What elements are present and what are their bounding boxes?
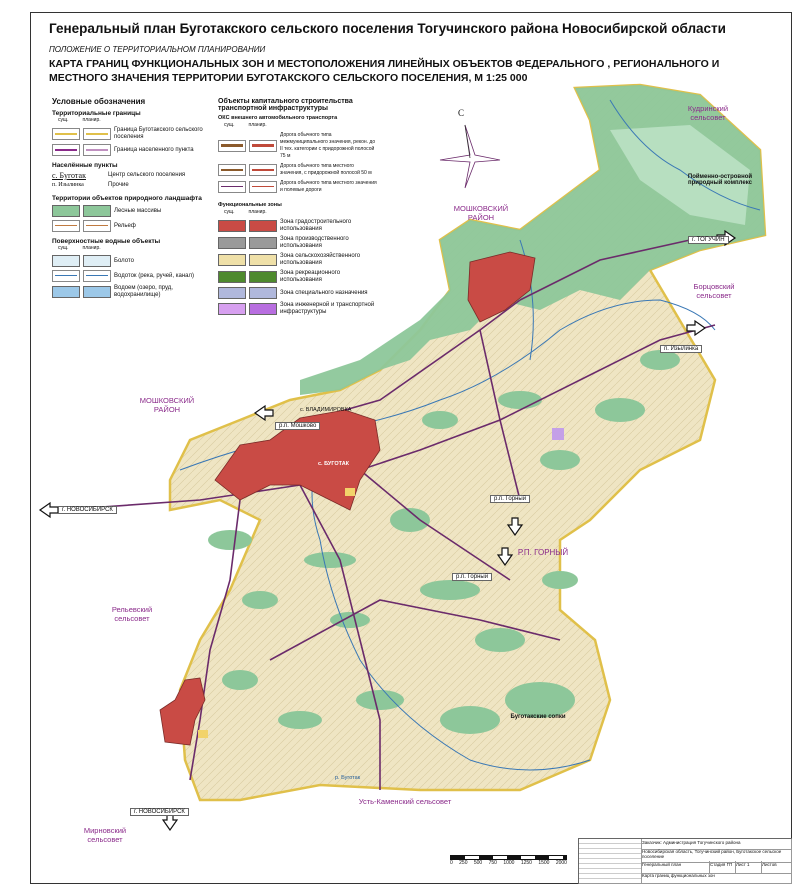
scale-bar bbox=[450, 855, 567, 866]
compass-icon bbox=[440, 125, 500, 188]
boundary-swatch bbox=[83, 128, 111, 140]
scale-tick: 250 bbox=[459, 860, 468, 866]
boundary-swatch bbox=[83, 144, 111, 156]
col-plan: планир. bbox=[82, 117, 101, 123]
label-gorny-road: р.п. Горный bbox=[490, 495, 530, 503]
stamp-object: Новосибирская область, Тогучинский район, Буготакское сельское поселение bbox=[641, 848, 792, 863]
legend-label: Болото bbox=[114, 257, 134, 264]
scale-tick: 2000 bbox=[555, 860, 567, 866]
transport-sub: ОКС внешнего автомобильного транспорта bbox=[218, 115, 338, 121]
legend-row bbox=[52, 255, 212, 267]
label-poima: Пойменно-островной природный комплекс bbox=[687, 174, 753, 186]
label-river: р. Буготак bbox=[335, 775, 361, 781]
zone-swatch bbox=[218, 303, 246, 315]
label-gorny-center: Р.П. ГОРНЫЙ bbox=[517, 548, 569, 557]
production-zone bbox=[198, 730, 208, 738]
road-swatch bbox=[218, 140, 246, 152]
special-zone bbox=[552, 428, 564, 440]
label-relsky: Рельевский сельсовет bbox=[111, 605, 153, 623]
legend-row bbox=[52, 172, 212, 179]
scale-tick: 750 bbox=[488, 860, 497, 866]
stream-swatch bbox=[83, 270, 111, 282]
zone-swatch bbox=[218, 271, 246, 283]
boundary-swatch bbox=[52, 144, 80, 156]
legend-label: Дорога обычного типа межмуниципального значения, рекон. до II тех. категории с придорожной полосой 75 м bbox=[280, 132, 376, 159]
legend-label: Зона инженерной и транспортной инфраструктуры bbox=[280, 302, 375, 315]
zone-swatch bbox=[249, 220, 277, 232]
legend-row bbox=[218, 163, 378, 177]
page-title: Генеральный план Буготакского сельского поселения Тогучинского района Новосибирской области bbox=[49, 21, 726, 36]
page-subtitle: ПОЛОЖЕНИЕ О ТЕРРИТОРИАЛЬНОМ ПЛАНИРОВАНИИ bbox=[49, 45, 266, 54]
legend-label: Центр сельского поселения bbox=[108, 172, 186, 178]
scale-tick: 1500 bbox=[538, 860, 550, 866]
col-plan: планир. bbox=[82, 245, 101, 251]
legend-label: Рельеф bbox=[114, 222, 136, 229]
legend-row bbox=[218, 253, 378, 267]
legend-row bbox=[218, 132, 378, 160]
swamp-swatch bbox=[52, 255, 80, 267]
map-title: КАРТА ГРАНИЦ ФУНКЦИОНАЛЬНЫХ ЗОН И МЕСТОПОЛОЖЕНИЯ ЛИНЕЙНЫХ ОБЪЕКТОВ ФЕДЕРАЛЬНОГО , РЕГИОНАЛЬНОГО И МЕСТНОГО ЗНАЧЕНИЯ ТЕРРИТОРИИ БУГОТАКСКОГО СЕЛЬСКОГО ПОСЕЛЕНИЯ, М 1:25 000 bbox=[49, 58, 720, 84]
nature-heading: Территории объектов природного ландшафта bbox=[52, 195, 202, 202]
water-heading: Поверхностные водные объекты bbox=[52, 238, 161, 245]
stamp-map: Карта границ функциональных зон bbox=[641, 872, 792, 884]
label-izylinka: п. Изылинка bbox=[660, 345, 702, 353]
lake-swatch bbox=[52, 286, 80, 298]
legend-label: Дорога обычного типа местного значения, с придорожной полосой 50 м bbox=[280, 163, 372, 176]
legend-row bbox=[52, 205, 212, 217]
legend-middle bbox=[218, 98, 378, 319]
stamp-customer: Заказчик: Администрация Тогучинского района bbox=[641, 839, 792, 850]
legend-label: Зона производственного использования bbox=[280, 236, 349, 249]
label-toguchin: г. ТОГУЧИН bbox=[688, 236, 729, 244]
label-bugotak: с. БУГОТАК bbox=[318, 461, 350, 467]
forest-swatch bbox=[52, 205, 80, 217]
road-swatch bbox=[218, 181, 246, 193]
label-bortsovsky: Борцовский сельсовет bbox=[693, 282, 735, 300]
road-swatch bbox=[249, 140, 277, 152]
legend-row bbox=[218, 287, 378, 299]
compass-north-label: С bbox=[458, 108, 465, 118]
stamp-doc: Генеральный план bbox=[641, 861, 710, 874]
scale-tick: 500 bbox=[473, 860, 483, 866]
zone-swatch bbox=[249, 271, 277, 283]
legend-heading: Условные обозначения bbox=[52, 97, 146, 106]
legend-row bbox=[52, 285, 212, 299]
stamp-stage: ГП bbox=[726, 862, 733, 867]
col-plan: планир. bbox=[248, 209, 267, 215]
legend-label: Граница населенного пункта bbox=[114, 146, 194, 153]
stamp-sheet: 1 bbox=[747, 862, 750, 867]
forest-swatch bbox=[83, 205, 111, 217]
legend-row bbox=[52, 270, 212, 282]
other-sample: п. Изылинка bbox=[52, 182, 84, 188]
label-bugotak-sopki: Буготакские сопки bbox=[510, 714, 566, 720]
label-gorny-road2: р.п. Горный bbox=[452, 573, 492, 581]
label-vladimirovka: с. ВЛАДИМИРОВКА bbox=[300, 407, 352, 413]
label-moshkovsky-w: МОШКОВСКИЙ РАЙОН bbox=[139, 396, 195, 414]
relief-swatch bbox=[83, 220, 111, 232]
scale-tick: 1250 bbox=[520, 860, 532, 866]
zone-swatch bbox=[218, 237, 246, 249]
road-swatch bbox=[249, 181, 277, 193]
legend-label: Граница Буготакского сельского поселения bbox=[114, 127, 203, 140]
label-kudrinsky: Кудринский сельсовет bbox=[687, 104, 729, 122]
zone-swatch bbox=[249, 287, 277, 299]
legend-label: Прочие bbox=[108, 182, 129, 188]
zone-swatch bbox=[218, 254, 246, 266]
legend-label: Водоток (река, ручей, канал) bbox=[114, 272, 194, 279]
stamp-sheets-label: Листов bbox=[761, 861, 792, 874]
label-novosibirsk-w: г. НОВОСИБИРСК bbox=[58, 506, 117, 514]
stamp-sheet-label: Лист bbox=[736, 862, 746, 867]
center-sample: с. Буготак bbox=[52, 171, 86, 180]
road-swatch bbox=[218, 164, 246, 176]
legend-label: Дорога обычного типа местного значения и полевые дороги bbox=[280, 180, 377, 193]
label-moshkovsky-ne: МОШКОВСКИЙ РАЙОН bbox=[453, 204, 509, 222]
swamp-swatch bbox=[83, 255, 111, 267]
stamp-signatures bbox=[579, 839, 642, 884]
legend-label: Зона рекреационного использования bbox=[280, 270, 341, 283]
label-ust-kamensky: Усть-Каменский сельсовет bbox=[358, 797, 452, 806]
boundary-swatch bbox=[52, 128, 80, 140]
col-plan: планир. bbox=[248, 122, 267, 128]
label-mirnovsky: Мирновский сельсовет bbox=[83, 826, 127, 844]
legend-row bbox=[218, 219, 378, 233]
legend-row bbox=[52, 127, 212, 141]
legend-row bbox=[218, 302, 378, 316]
zone-swatch bbox=[218, 220, 246, 232]
legend-label: Зона градостроительного использования bbox=[280, 219, 352, 232]
legend-label: Водоем (озеро, пруд, водохранилище) bbox=[114, 285, 173, 298]
settlements-heading: Населённые пункты bbox=[52, 162, 118, 169]
legend-left bbox=[52, 98, 212, 302]
scale-tick: 0 bbox=[450, 860, 453, 866]
col-exist: сущ. bbox=[224, 122, 235, 128]
legend-label: Зона сельскохозяйственного использования bbox=[280, 253, 361, 266]
road-swatch bbox=[249, 164, 277, 176]
legend-row bbox=[52, 182, 212, 189]
legend-row bbox=[218, 236, 378, 250]
title-block bbox=[578, 838, 792, 884]
zones-heading: Функциональные зоны bbox=[218, 202, 282, 208]
transport-heading: Объекты капитального строительства транспортной инфраструктуры bbox=[218, 98, 353, 112]
boundaries-heading: Территориальные границы bbox=[52, 110, 141, 117]
zone-swatch bbox=[218, 287, 246, 299]
legend-row bbox=[218, 270, 378, 284]
production-zone bbox=[345, 488, 355, 496]
label-novosibirsk-sw: г. НОВОСИБИРСК bbox=[130, 808, 189, 816]
col-exist: сущ. bbox=[224, 209, 235, 215]
zone-swatch bbox=[249, 303, 277, 315]
stream-swatch bbox=[52, 270, 80, 282]
stamp-stage-label: Стадия bbox=[710, 862, 726, 867]
legend-row bbox=[52, 144, 212, 156]
col-exist: сущ. bbox=[58, 117, 69, 123]
legend-label: Лесные массивы bbox=[114, 207, 162, 214]
zone-swatch bbox=[249, 237, 277, 249]
relief-swatch bbox=[52, 220, 80, 232]
legend-row bbox=[52, 220, 212, 232]
legend-label: Зона специального назначения bbox=[280, 289, 368, 296]
legend-row bbox=[218, 180, 378, 194]
zone-swatch bbox=[249, 254, 277, 266]
col-exist: сущ. bbox=[58, 245, 69, 251]
lake-swatch bbox=[83, 286, 111, 298]
label-moshkovo: р.п. Мошково bbox=[275, 422, 320, 430]
scale-tick: 1000 bbox=[503, 860, 515, 866]
